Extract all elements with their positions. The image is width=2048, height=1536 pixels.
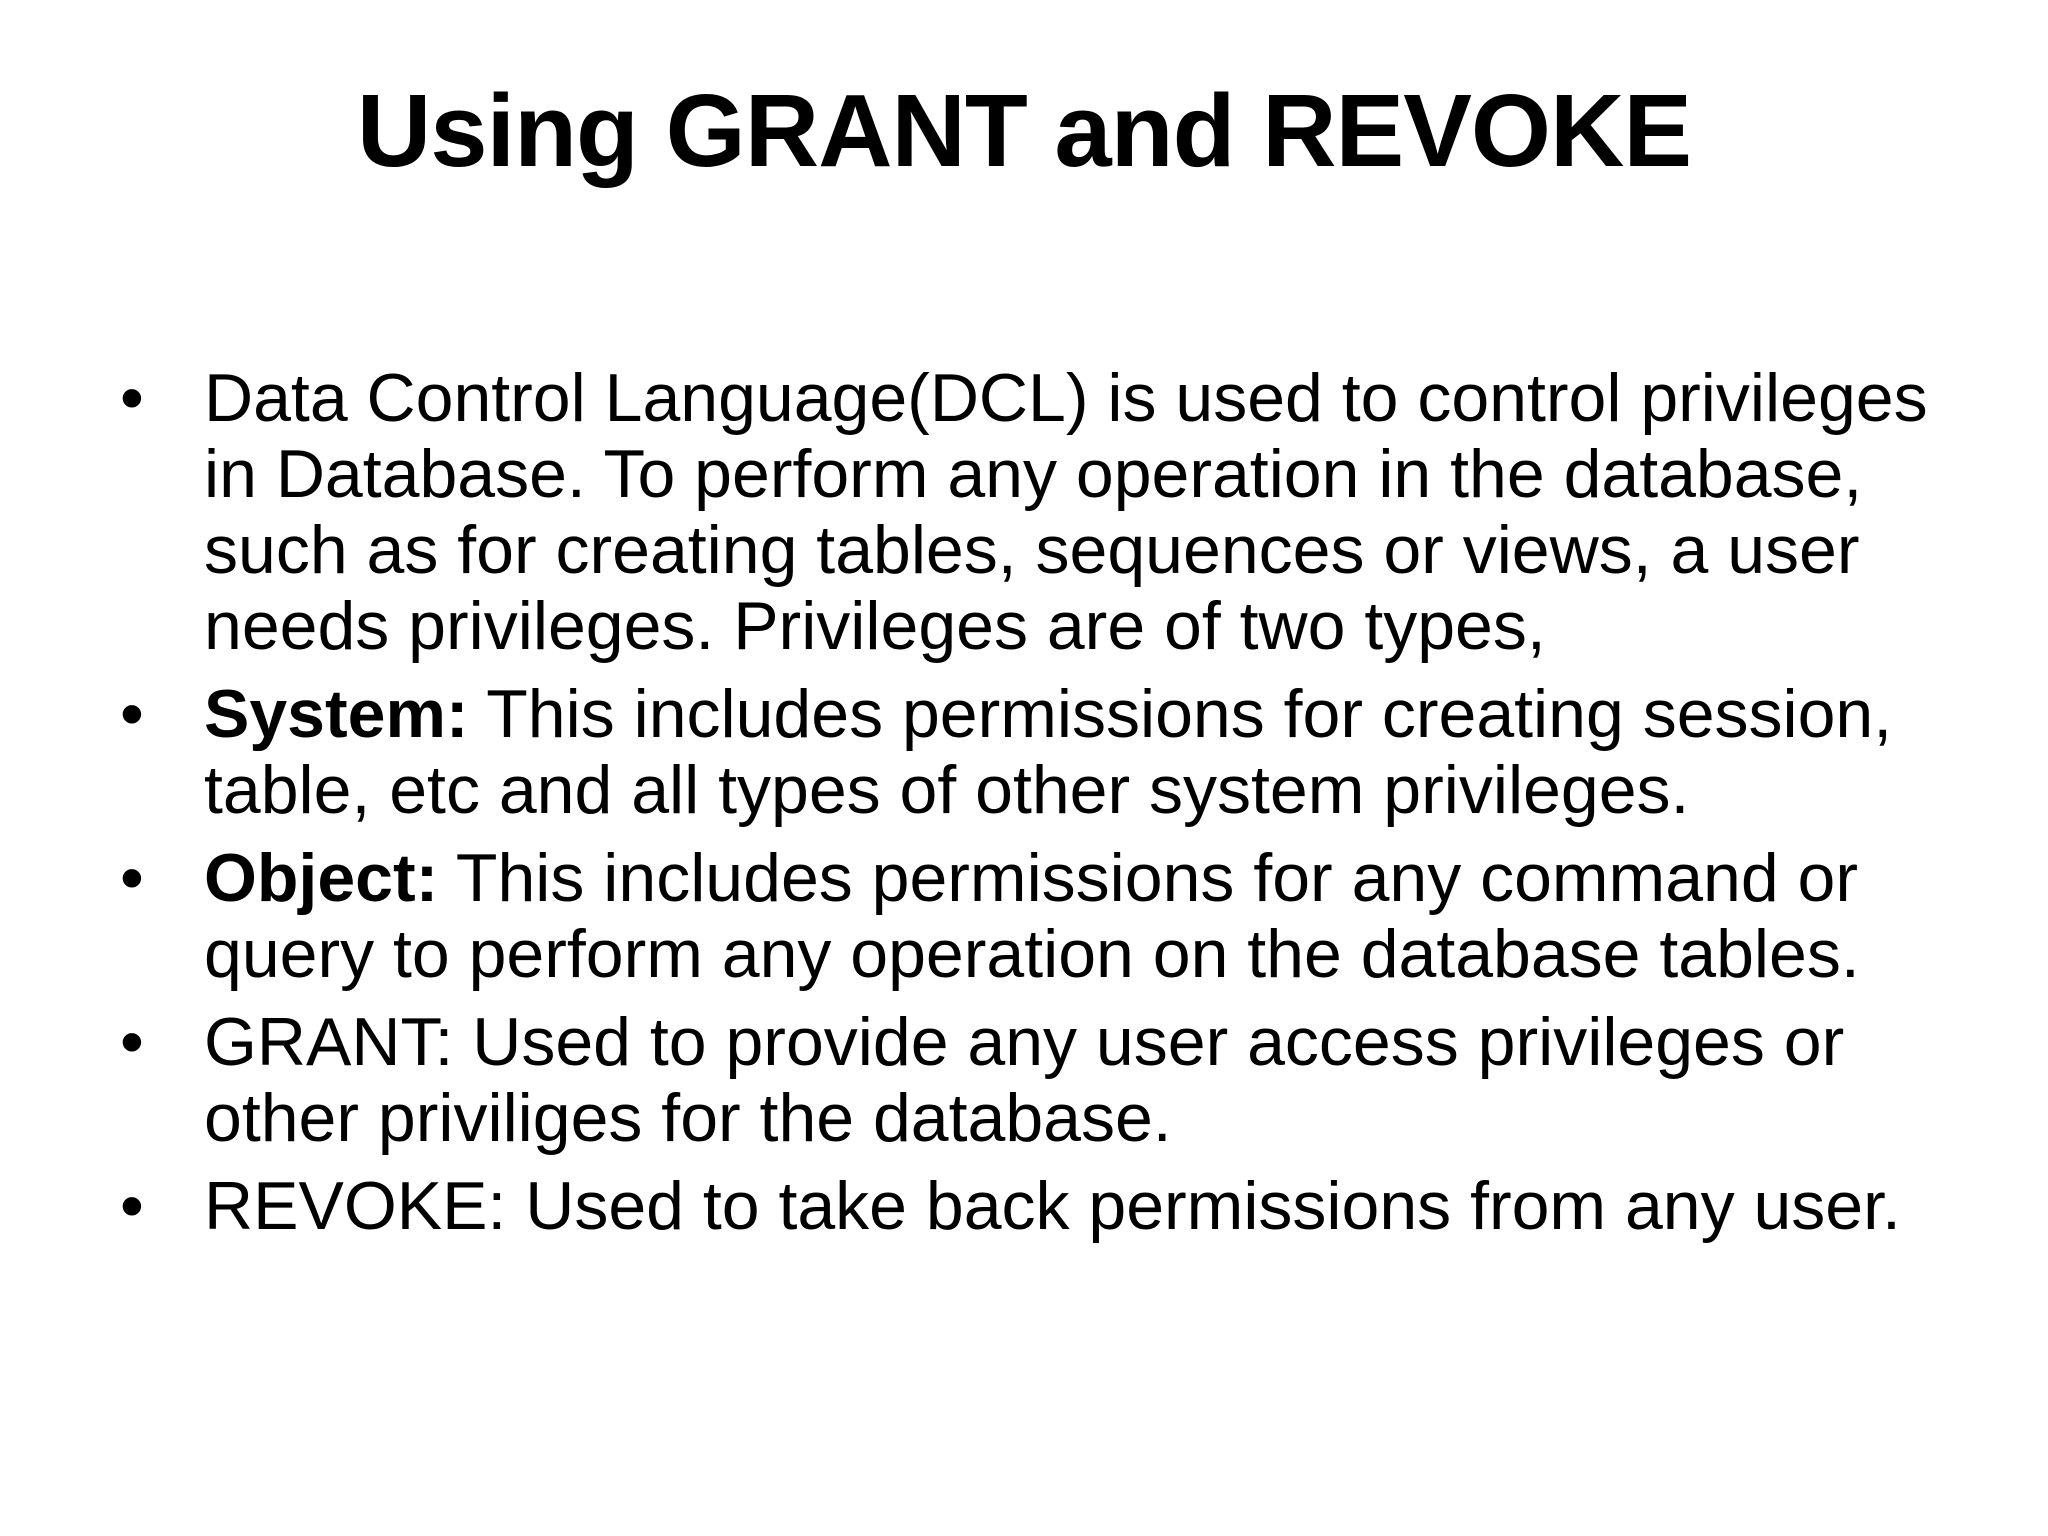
slide-title: Using GRANT and REVOKE	[356, 73, 1692, 188]
bullet-item-revoke	[120, 1168, 1960, 1244]
bullet-dot-icon: •	[120, 1004, 144, 1080]
bullet-dot-icon: •	[120, 1168, 144, 1244]
bullet-lead: Object:	[204, 840, 439, 916]
bullet-item-object	[120, 840, 1960, 992]
bullet-text: This includes permissions for creating session, table, etc and all types of other system privileges.	[204, 676, 1893, 828]
bullet-list	[120, 360, 1960, 1256]
bullet-lead: System:	[204, 676, 469, 752]
bullet-text: Data Control Language(DCL) is used to control privileges in Database. To perform any operation in the database, such as for creating tables, sequences or views, a user needs privileges. Privileges are of two types,	[204, 360, 1928, 664]
bullet-text: This includes permissions for any command or query to perform any operation on the database tables.	[204, 840, 1860, 992]
bullet-item-dcl	[120, 360, 1960, 664]
bullet-text: REVOKE: Used to take back permissions from any user.	[204, 1168, 1901, 1244]
bullet-dot-icon: •	[120, 840, 144, 916]
bullet-dot-icon: •	[120, 360, 144, 436]
bullet-item-grant	[120, 1004, 1960, 1156]
bullet-dot-icon: •	[120, 676, 144, 752]
bullet-text: GRANT: Used to provide any user access privileges or other priviliges for the database.	[204, 1004, 1845, 1156]
bullet-item-system	[120, 676, 1960, 828]
